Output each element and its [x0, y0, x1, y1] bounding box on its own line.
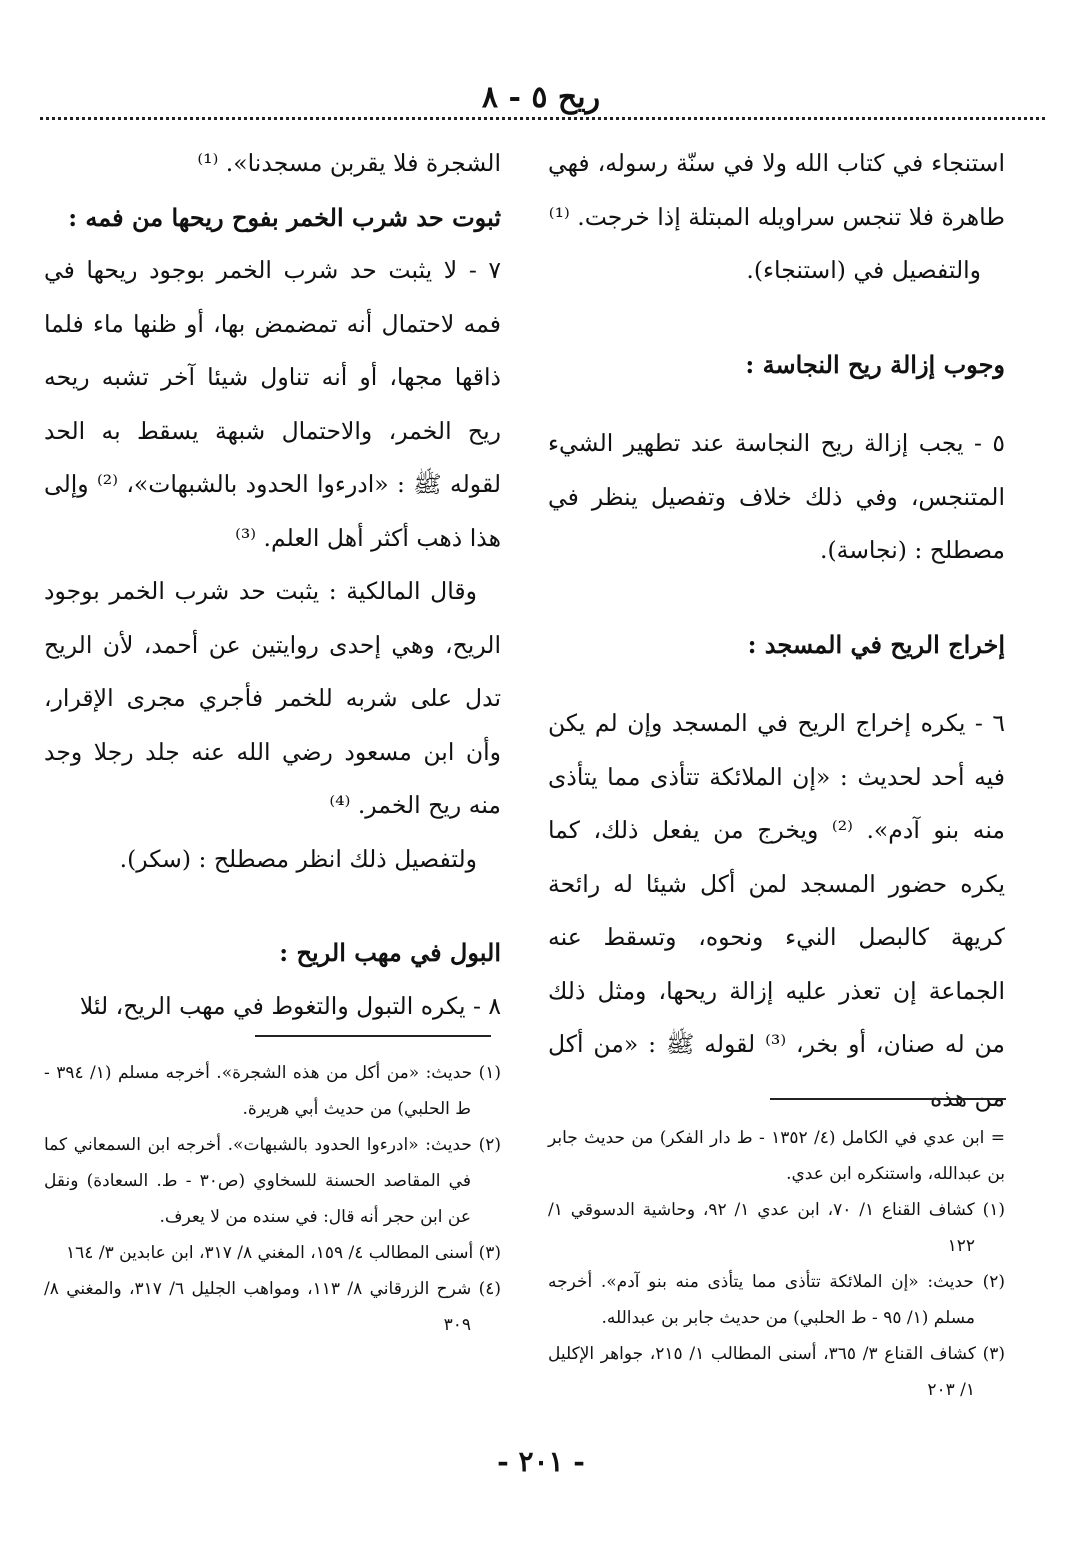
page-number: - ٢٠١ - — [497, 1445, 585, 1478]
left-footnotes — [44, 1055, 501, 1343]
section-heading: وجوب إزالة ريح النجاسة : — [745, 349, 1005, 379]
paragraph: الشجرة فلا يقربن مسجدنا». ⁽¹⁾ — [197, 149, 501, 177]
footnote-rule — [255, 1035, 491, 1037]
section-heading: إخراج الريح في المسجد : — [747, 629, 1005, 659]
right-column — [548, 137, 1005, 1125]
footnote: (٣) أسنى المطالب ٤/ ١٥٩، المغني ٨/ ٣١٧، ابن عابدين ٣/ ١٦٤ — [66, 1243, 501, 1263]
footnote: (١) كشاف القناع ١/ ٧٠، ابن عدي ١/ ٩٢، وحاشية الدسوقي ١/ ١٢٢ — [548, 1200, 1005, 1256]
footnote-rule — [770, 1098, 1006, 1100]
left-column — [44, 137, 501, 1033]
paragraph: والتفصيل في (استنجاء). — [746, 256, 981, 284]
paragraph: ٧ - لا يثبت حد شرب الخمر بوجود ريحها في فمه لاحتمال أنه تمضمض بها، أو ظنها ماء فلما ذاقها مجها، أو أنه تناول شيئا آخر تشبه ريحه ريح الخمر، والاحتمال شبهة يسقط به الحد لقوله ﷺ : «ادرءوا الحدود بالشبهات»، ⁽²⁾ وإلى هذا ذهب أكثر أهل العلم. ⁽³⁾ — [44, 256, 501, 552]
right-footnotes — [548, 1120, 1005, 1408]
footnote: (٢) حديث: «إن الملائكة تتأذى مما يتأذى منه بنو آدم». أخرجه مسلم (١/ ٩٥ - ط الحلبي) من حديث جابر بن عبدالله. — [548, 1272, 1005, 1328]
paragraph: ولتفصيل ذلك انظر مصطلح : (سكر). — [119, 844, 477, 873]
paragraph: ٨ - يكره التبول والتغوط في مهب الريح، لئلا — [79, 991, 501, 1020]
header-dotted-rule — [40, 117, 1045, 120]
footnote: = ابن عدي في الكامل (٤/ ١٣٥٢ - ط دار الفكر) من حديث جابر بن عبدالله، واستنكره ابن عدي. — [548, 1128, 1005, 1184]
footnote: (١) حديث: «من أكل من هذه الشجرة». أخرجه مسلم (١/ ٣٩٤ - ط الحلبي) من حديث أبي هريرة. — [44, 1063, 502, 1119]
footnote: (٢) حديث: «ادرءوا الحدود بالشبهات». أخرجه ابن السمعاني كما في المقاصد الحسنة للسخاوي (ص٣٠ - ط. السعادة) ونقل عن ابن حجر أنه قال: في سنده من لا يعرف. — [44, 1135, 501, 1227]
footnote: (٤) شرح الزرقاني ٨/ ١١٣، ومواهب الجليل ٦/ ٣١٧، والمغني ٨/ ٣٠٩ — [44, 1279, 502, 1335]
running-header: ريح ٥ - ٨ — [481, 80, 601, 115]
paragraph: استنجاء في كتاب الله ولا في سنّة رسوله، فهي طاهرة فلا تنجس سراويله المبتلة إذا خرجت. ⁽¹⁾ — [548, 149, 1005, 231]
footnote: (٣) كشاف القناع ٣/ ٣٦٥، أسنى المطالب ١/ ٢١٥، جواهر الإكليل ١/ ٢٠٣ — [548, 1344, 1005, 1400]
section-heading: ثبوت حد شرب الخمر بفوح ريحها من فمه : — [68, 202, 501, 232]
section-heading: البول في مهب الريح : — [279, 938, 501, 967]
paragraph: ٥ - يجب إزالة ريح النجاسة عند تطهير الشيء المتنجس، وفي ذلك خلاف وتفصيل ينظر في مصطلح : (نجاسة). — [548, 429, 1005, 564]
paragraph: وقال المالكية : يثبت حد شرب الخمر بوجود الريح، وهي إحدى روايتين عن أحمد، لأن الريح تدل على شربه للخمر فأجري مجرى الإقرار، وأن ابن مسعود رضي الله عنه جلد رجلا وجد منه ريح الخمر. ⁽⁴⁾ — [44, 577, 501, 819]
paragraph: ٦ - يكره إخراج الريح في المسجد وإن لم يكن فيه أحد لحديث : «إن الملائكة تتأذى مما يتأذى منه بنو آدم». ⁽²⁾ ويخرج من يفعل ذلك، كما يكره حضور المسجد لمن أكل شيئا له رائحة كريهة كالبصل النيء ونحوه، وتسقط عنه الجماعة إن تعذر عليه إزالة ريحها، ومثل ذلك من له صنان، أو بخر، ⁽³⁾ لقوله ﷺ : «من أكل من هذه — [548, 709, 1006, 1112]
